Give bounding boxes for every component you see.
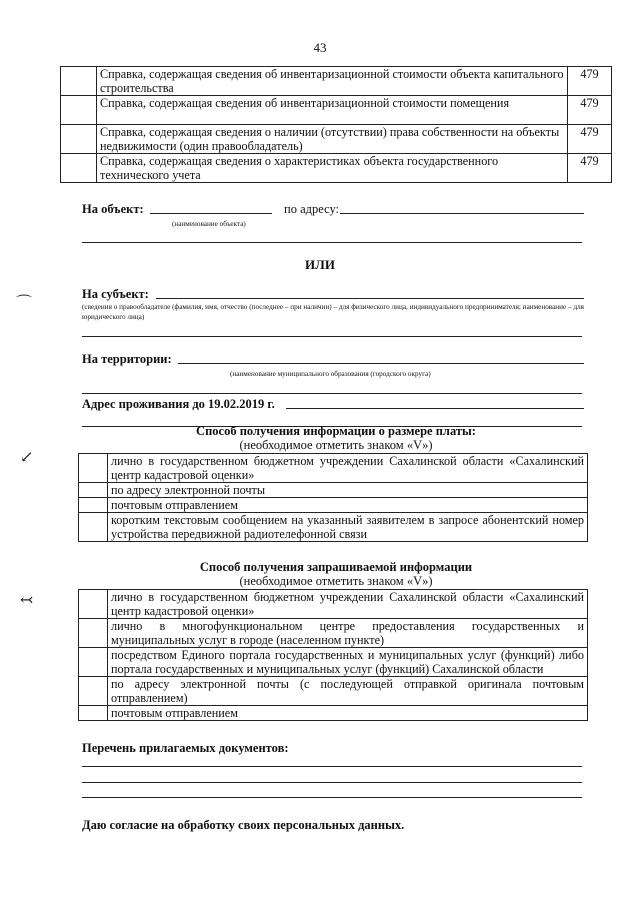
table-row xyxy=(61,67,612,96)
certificate-description: Справка, содержащая сведения о наличии (отсутствии) права собственности на объекты недвижимости (один правообладатель) xyxy=(97,125,568,154)
checkbox-cell[interactable] xyxy=(61,96,97,125)
documents-line-2[interactable] xyxy=(82,769,582,783)
delivery-option: лично в многофункциональном центре предоставления государственных и муниципальных услуг в городе (населенном пункте) xyxy=(108,619,588,648)
subject-field[interactable] xyxy=(156,285,584,299)
territory-hint: (наименование муниципального образования (городского округа) xyxy=(230,370,431,378)
payment-options-table xyxy=(78,453,588,542)
margin-mark-icon: ↢ xyxy=(20,592,34,609)
table-row xyxy=(79,483,588,498)
checkbox-cell[interactable] xyxy=(79,677,108,706)
table-row xyxy=(79,498,588,513)
territory-field[interactable] xyxy=(178,350,584,364)
table-row xyxy=(79,513,588,542)
delivery-subtitle: (необходимое отметить знаком «V») xyxy=(239,574,433,588)
consent-text: Даю согласие на обработку своих персональных данных. xyxy=(82,818,405,832)
payment-option: почтовым отправлением xyxy=(108,498,588,513)
table-row xyxy=(61,154,612,183)
table-row xyxy=(61,96,612,125)
residence-label: Адрес проживания до 19.02.2019 г. xyxy=(82,397,275,411)
table-row xyxy=(79,619,588,648)
payment-subtitle: (необходимое отметить знаком «V») xyxy=(239,438,433,452)
table-row xyxy=(79,648,588,677)
checkbox-cell[interactable] xyxy=(79,483,108,498)
or-divider-text: ИЛИ xyxy=(305,257,335,272)
checkbox-cell[interactable] xyxy=(79,590,108,619)
documents-line-1[interactable] xyxy=(82,753,582,767)
documents-label: Перечень прилагаемых документов: xyxy=(82,741,289,755)
certificate-description: Справка, содержащая сведения о характеристиках объекта государственного технического учета xyxy=(97,154,568,183)
payment-option: коротким текстовым сообщением на указанный заявителем в запросе абонентский номер устройства передвижной радиотелефонной связи xyxy=(108,513,588,542)
delivery-option: посредством Единого портала государственных и муниципальных услуг (функций) либо портала государственных и муниципальных услуг (функций) Сахалинской области xyxy=(108,648,588,677)
certificate-price: 479 xyxy=(568,154,612,183)
checkbox-cell[interactable] xyxy=(79,619,108,648)
page-number: 43 xyxy=(313,40,327,55)
checkbox-cell[interactable] xyxy=(61,125,97,154)
object-label: На объект: xyxy=(82,202,144,216)
object-extra-line[interactable] xyxy=(82,229,582,243)
delivery-option: почтовым отправлением xyxy=(108,706,588,721)
payment-option: по адресу электронной почты xyxy=(108,483,588,498)
subject-hint: (сведения о правообладателе (фамилия, имя, отчество (последнее – при наличии) – для физического лица, индивидуального предпринимателя; наименование – для юридического лица) xyxy=(82,303,584,321)
payment-option: лично в государственном бюджетном учреждении Сахалинской области «Сахалинский центр кадастровой оценки» xyxy=(108,454,588,483)
territory-label: На территории: xyxy=(82,352,172,366)
object-address-field[interactable] xyxy=(340,200,584,214)
margin-mark-icon: ↙ xyxy=(20,449,34,466)
certificate-price: 479 xyxy=(568,96,612,125)
checkbox-cell[interactable] xyxy=(79,648,108,677)
table-row xyxy=(61,125,612,154)
certificate-description: Справка, содержащая сведения об инвентаризационной стоимости объекта капитального строительства xyxy=(97,67,568,96)
checkbox-cell[interactable] xyxy=(61,67,97,96)
checkbox-cell[interactable] xyxy=(79,498,108,513)
checkbox-cell[interactable] xyxy=(79,513,108,542)
table-row xyxy=(79,454,588,483)
table-row xyxy=(79,677,588,706)
checkbox-cell[interactable] xyxy=(79,454,108,483)
object-name-field[interactable] xyxy=(150,200,272,214)
payment-title: Способ получения информации о размере платы: xyxy=(196,424,476,438)
checkbox-cell[interactable] xyxy=(61,154,97,183)
table-row xyxy=(79,590,588,619)
object-address-label: по адресу: xyxy=(284,202,340,216)
certificate-price: 479 xyxy=(568,125,612,154)
delivery-option: лично в государственном бюджетном учреждении Сахалинской области «Сахалинский центр кадастровой оценки» xyxy=(108,590,588,619)
delivery-option: по адресу электронной почты (с последующей отправкой оригинала почтовым отправлением) xyxy=(108,677,588,706)
object-hint: (наименование объекта) xyxy=(172,220,246,228)
subject-label: На субъект: xyxy=(82,287,149,301)
certificates-table xyxy=(60,66,612,183)
certificate-price: 479 xyxy=(568,67,612,96)
table-row xyxy=(79,706,588,721)
documents-line-3[interactable] xyxy=(82,784,582,798)
margin-mark-icon: ⌒ xyxy=(16,295,33,312)
territory-extra-line[interactable] xyxy=(82,380,582,394)
delivery-options-table xyxy=(78,589,588,721)
residence-field[interactable] xyxy=(286,395,584,409)
certificate-description: Справка, содержащая сведения об инвентаризационной стоимости помещения xyxy=(97,96,568,125)
delivery-title: Способ получения запрашиваемой информации xyxy=(199,560,473,574)
subject-extra-line[interactable] xyxy=(82,323,582,337)
checkbox-cell[interactable] xyxy=(79,706,108,721)
